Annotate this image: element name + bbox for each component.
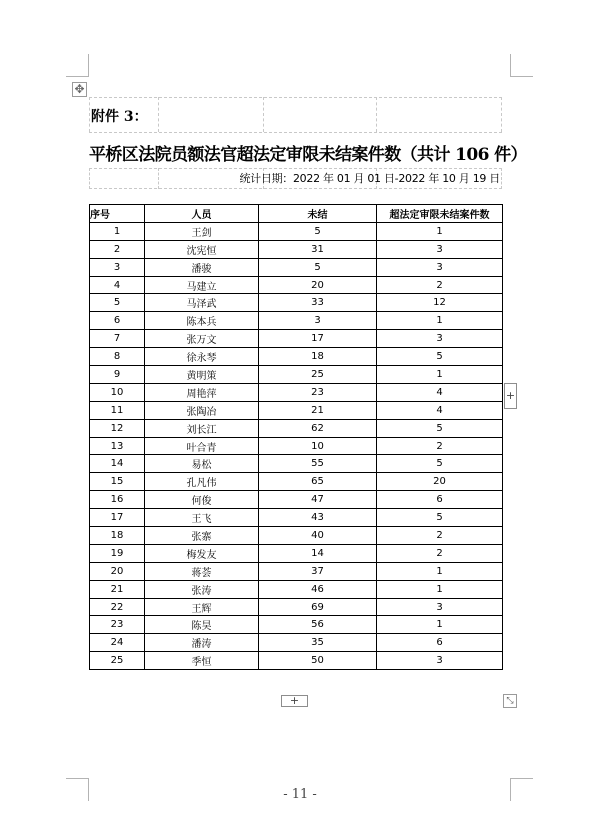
cell-overdue: 2	[377, 437, 503, 455]
cell-overdue: 5	[377, 509, 503, 527]
cell-pending: 46	[259, 580, 377, 598]
table-row	[90, 276, 503, 294]
cell-pending: 40	[259, 527, 377, 545]
cell-overdue: 3	[377, 598, 503, 616]
cell-person: 沈宪恒	[145, 240, 259, 258]
cell-index: 6	[90, 312, 145, 330]
cell-pending: 5	[259, 258, 377, 276]
header-pending: 未结	[259, 205, 377, 223]
cell-overdue: 1	[377, 562, 503, 580]
cell-overdue: 3	[377, 330, 503, 348]
cell-person: 潘骏	[145, 258, 259, 276]
cell-person: 徐永琴	[145, 348, 259, 366]
cell-pending: 37	[259, 562, 377, 580]
cell-overdue: 1	[377, 222, 503, 240]
cell-index: 19	[90, 544, 145, 562]
attachment-label: 附件 3：	[91, 109, 148, 125]
cell-pending: 10	[259, 437, 377, 455]
cell-overdue: 4	[377, 401, 503, 419]
cell-index: 8	[90, 348, 145, 366]
table-row	[90, 401, 503, 419]
table-row	[90, 437, 503, 455]
cell-overdue: 2	[377, 276, 503, 294]
cell-overdue: 6	[377, 491, 503, 509]
cell-overdue: 2	[377, 544, 503, 562]
cell-person: 季恒	[145, 652, 259, 670]
cell-person: 王辉	[145, 598, 259, 616]
cell-pending: 56	[259, 616, 377, 634]
cell-overdue: 12	[377, 294, 503, 312]
table-move-handle-icon[interactable]: ✥	[72, 82, 87, 97]
table-row	[90, 258, 503, 276]
crop-mark-top-right	[510, 54, 533, 77]
stats-date-range: 统计日期：2022 年 01 月 01 日-2022 年 10 月 19 日	[239, 172, 500, 185]
table-row	[90, 634, 503, 652]
page-number: - 11 -	[283, 787, 317, 802]
cell-overdue: 5	[377, 348, 503, 366]
cell-person: 周艳萍	[145, 383, 259, 401]
cell-person: 张寨	[145, 527, 259, 545]
header-index: 序号	[90, 205, 145, 223]
cell-overdue: 5	[377, 455, 503, 473]
cell-pending: 20	[259, 276, 377, 294]
cell-index: 10	[90, 383, 145, 401]
cell-index: 14	[90, 455, 145, 473]
cell-index: 23	[90, 616, 145, 634]
cell-index: 18	[90, 527, 145, 545]
cell-overdue: 3	[377, 240, 503, 258]
table-row	[90, 294, 503, 312]
cell-index: 17	[90, 509, 145, 527]
cell-overdue: 20	[377, 473, 503, 491]
cell-person: 王剑	[145, 222, 259, 240]
cell-index: 9	[90, 366, 145, 384]
add-row-plus-icon[interactable]: +	[281, 695, 308, 707]
cell-index: 2	[90, 240, 145, 258]
cell-index: 21	[90, 580, 145, 598]
cell-index: 12	[90, 419, 145, 437]
cell-person: 蒋荟	[145, 562, 259, 580]
cell-index: 25	[90, 652, 145, 670]
table-row	[90, 473, 503, 491]
cell-person: 陈本兵	[145, 312, 259, 330]
table-header-row	[90, 205, 503, 223]
table-row	[90, 419, 503, 437]
cell-pending: 31	[259, 240, 377, 258]
cell-overdue: 3	[377, 258, 503, 276]
table-row	[90, 222, 503, 240]
cell-person: 陈昊	[145, 616, 259, 634]
table-row	[90, 491, 503, 509]
cell-person: 叶合青	[145, 437, 259, 455]
cell-overdue: 1	[377, 312, 503, 330]
table-row	[90, 509, 503, 527]
table-row	[90, 330, 503, 348]
cell-index: 22	[90, 598, 145, 616]
table-row	[90, 455, 503, 473]
cell-person: 潘涛	[145, 634, 259, 652]
cell-pending: 35	[259, 634, 377, 652]
table-row	[90, 383, 503, 401]
cell-pending: 5	[259, 222, 377, 240]
cell-pending: 69	[259, 598, 377, 616]
cell-person: 马泽武	[145, 294, 259, 312]
cell-index: 5	[90, 294, 145, 312]
cell-index: 11	[90, 401, 145, 419]
table-resize-icon[interactable]: ⤡	[503, 694, 517, 708]
header-person: 人员	[145, 205, 259, 223]
cell-overdue: 2	[377, 527, 503, 545]
table-row	[90, 312, 503, 330]
cell-person: 张陶冶	[145, 401, 259, 419]
table-row	[90, 527, 503, 545]
table-row	[90, 240, 503, 258]
cell-overdue: 6	[377, 634, 503, 652]
cell-pending: 3	[259, 312, 377, 330]
cell-pending: 18	[259, 348, 377, 366]
cell-overdue: 1	[377, 616, 503, 634]
cell-pending: 17	[259, 330, 377, 348]
case-table	[89, 204, 503, 670]
table-row	[90, 598, 503, 616]
cell-pending: 62	[259, 419, 377, 437]
cell-index: 1	[90, 222, 145, 240]
table-row	[90, 348, 503, 366]
table-row	[90, 652, 503, 670]
cell-index: 16	[90, 491, 145, 509]
add-column-plus-icon[interactable]: +	[504, 383, 517, 409]
cell-pending: 65	[259, 473, 377, 491]
table-row	[90, 616, 503, 634]
cell-person: 刘长江	[145, 419, 259, 437]
cell-person: 梅发友	[145, 544, 259, 562]
cell-pending: 55	[259, 455, 377, 473]
table-row	[90, 562, 503, 580]
page-title: 平桥区法院员额法官超法定审限未结案件数（共计 106 件）	[89, 145, 527, 165]
header-overdue: 超法定审限未结案件数	[377, 205, 503, 223]
cell-pending: 43	[259, 509, 377, 527]
cell-overdue: 3	[377, 652, 503, 670]
cell-index: 24	[90, 634, 145, 652]
cell-overdue: 5	[377, 419, 503, 437]
cell-overdue: 1	[377, 366, 503, 384]
cell-person: 何俊	[145, 491, 259, 509]
cell-person: 孔凡伟	[145, 473, 259, 491]
cell-person: 王飞	[145, 509, 259, 527]
cell-pending: 23	[259, 383, 377, 401]
cell-index: 4	[90, 276, 145, 294]
cell-index: 20	[90, 562, 145, 580]
cell-person: 张万文	[145, 330, 259, 348]
cell-overdue: 1	[377, 580, 503, 598]
cell-pending: 50	[259, 652, 377, 670]
cell-person: 张涛	[145, 580, 259, 598]
table-row	[90, 580, 503, 598]
cell-index: 15	[90, 473, 145, 491]
cell-pending: 25	[259, 366, 377, 384]
cell-index: 7	[90, 330, 145, 348]
cell-pending: 47	[259, 491, 377, 509]
cell-overdue: 4	[377, 383, 503, 401]
cell-person: 马建立	[145, 276, 259, 294]
cell-person: 黄明策	[145, 366, 259, 384]
cell-index: 3	[90, 258, 145, 276]
cell-pending: 21	[259, 401, 377, 419]
table-row	[90, 544, 503, 562]
cell-pending: 14	[259, 544, 377, 562]
cell-person: 易松	[145, 455, 259, 473]
crop-mark-top-left	[66, 54, 89, 77]
cell-index: 13	[90, 437, 145, 455]
cell-pending: 33	[259, 294, 377, 312]
table-row	[90, 366, 503, 384]
